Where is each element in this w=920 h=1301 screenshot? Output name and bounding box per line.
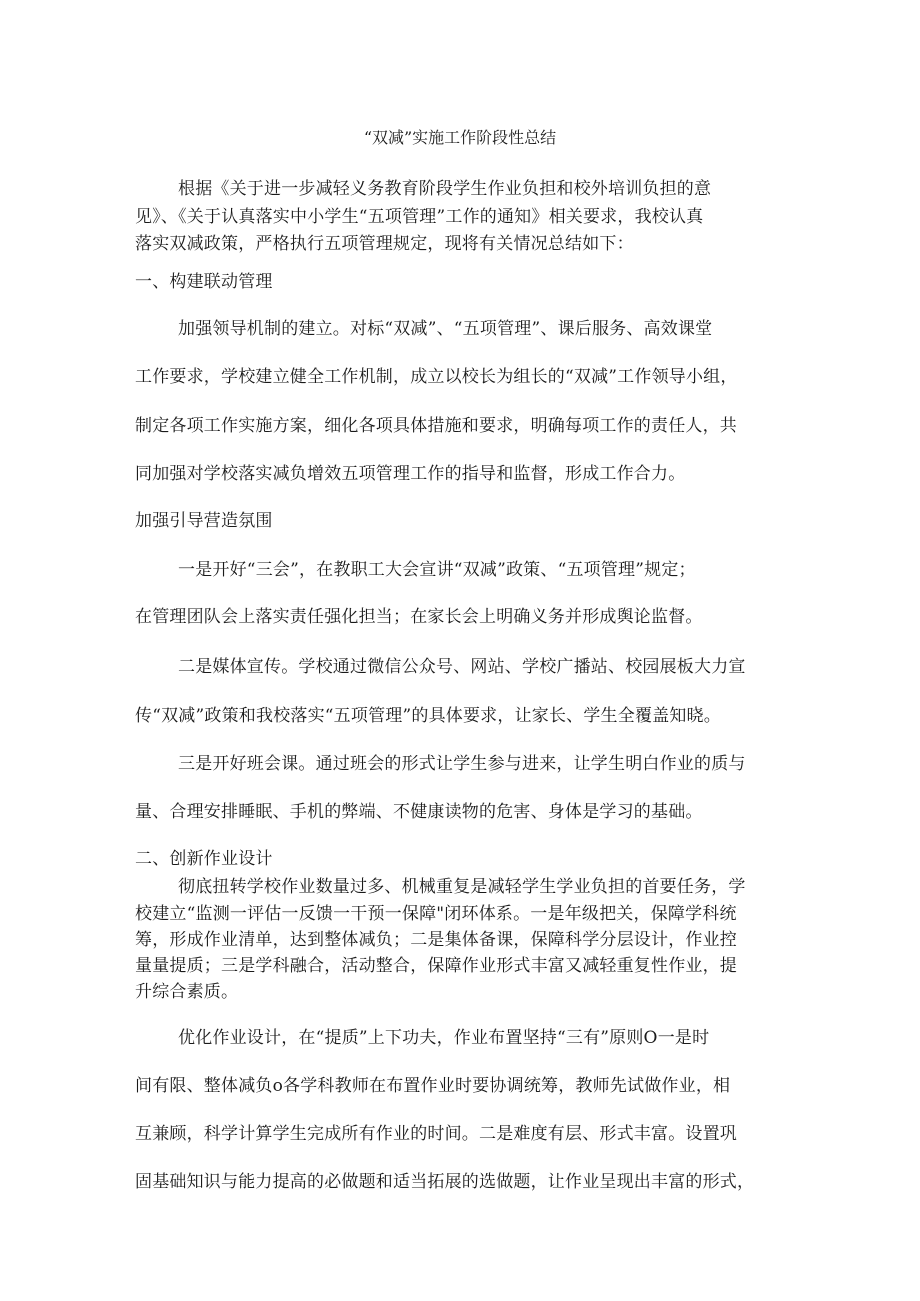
paragraph-line: 优化作业设计，在“提质”上下功夫，作业布置坚持“三有”原则O一是时 bbox=[178, 1028, 710, 1048]
paragraph-line: 见》、《关于认真落实中小学生“五项管理”工作的通知》相关要求，我校认真 bbox=[135, 207, 704, 227]
paragraph-line: 固基础知识与能力提高的必做题和适当拓展的选做题，让作业呈现出丰富的形式， bbox=[135, 1172, 755, 1192]
document-title: “双减”实施工作阶段性总结 bbox=[363, 128, 557, 147]
paragraph-line: 量、合理安排睡眠、手机的弊端、不健康读物的危害、身体是学习的基础。 bbox=[135, 802, 703, 822]
paragraph-line: 量量提质；三是学科融合，活动整合，保障作业形式丰富又减轻重复性作业，提 bbox=[135, 956, 737, 976]
paragraph-line: 间有限、整体减负o各学科教师在布置作业时要协调统筹，教师先试做作业，相 bbox=[135, 1076, 731, 1096]
paragraph-line: 升综合素质。 bbox=[135, 982, 239, 1002]
paragraph-line: 制定各项工作实施方案，细化各项具体措施和要求，明确每项工作的责任人，共 bbox=[135, 416, 737, 436]
paragraph-line: 在管理团队会上落实责任强化担当；在家长会上明确义务并形成舆论监督。 bbox=[135, 607, 703, 627]
section-heading: 二、创新作业设计 bbox=[135, 849, 273, 869]
section-heading: 加强引导营造氛围 bbox=[135, 511, 273, 531]
paragraph-line: 加强领导机制的建立。对标“双减”、“五项管理”、课后服务、高效课堂 bbox=[178, 319, 713, 339]
paragraph-line: 传“双减”政策和我校落实“五项管理”的具体要求，让家长、学生全覆盖知晓。 bbox=[135, 706, 721, 726]
paragraph-line: 根据《关于进一步减轻义务教育阶段学生作业负担和校外培训负担的意 bbox=[178, 179, 712, 199]
paragraph-line: 筹，形成作业清单，达到整体减负；二是集体备课，保障科学分层设计，作业控 bbox=[135, 930, 737, 950]
paragraph-line: 同加强对学校落实减负增效五项管理工作的指导和监督，形成工作合力。 bbox=[135, 464, 686, 484]
paragraph-line: 互兼顾，科学计算学生完成所有作业的时间。二是难度有层、形式丰富。设置巩 bbox=[135, 1124, 737, 1144]
paragraph-line: 工作要求，学校建立健全工作机制，成立以校长为组长的“双减”工作领导小组， bbox=[135, 367, 738, 387]
paragraph-line: 一是开好“三会”，在教职工大会宣讲“双减”政策、“五项管理”规定； bbox=[178, 560, 696, 580]
paragraph-line: 三是开好班会课。通过班会的形式让学生参与进来，让学生明白作业的质与 bbox=[178, 754, 746, 774]
paragraph-line: 落实双减政策，严格执行五项管理规定，现将有关情况总结如下： bbox=[135, 234, 634, 254]
paragraph-line: 二是媒体宣传。学校通过微信公众号、网站、学校广播站、校园展板大力宣 bbox=[178, 657, 746, 677]
paragraph-line: 校建立“监测一评估一反馈一干预一保障"闭环体系。一是年级把关，保障学科统 bbox=[135, 904, 737, 924]
section-heading: 一、构建联动管理 bbox=[135, 272, 273, 292]
paragraph-line: 彻底扭转学校作业数量过多、机械重复是减轻学生学业负担的首要任务，学 bbox=[178, 877, 746, 897]
